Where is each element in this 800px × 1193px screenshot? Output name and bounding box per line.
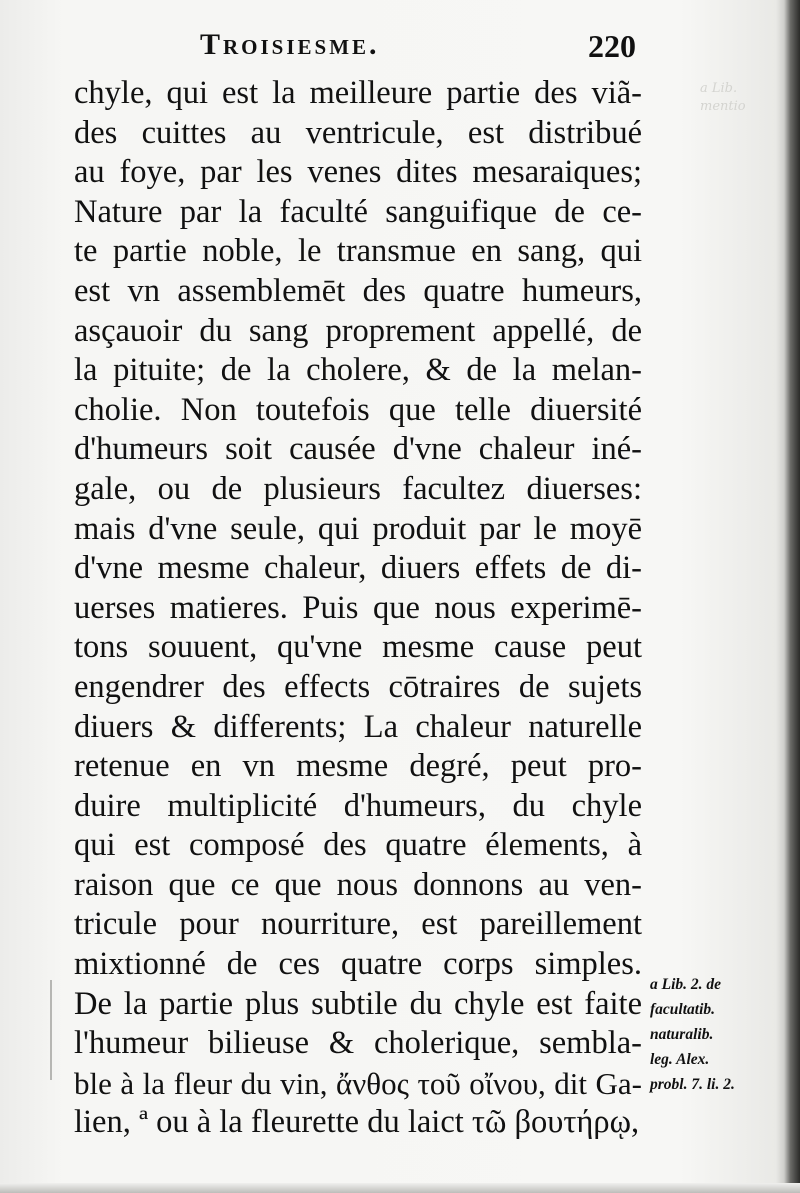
text-line: est vn assemblemēt des quatre humeurs, [74, 272, 642, 309]
text-line: lien, ª ou à la fleurette du laict τῶ βουτήρῳ, [74, 1104, 640, 1141]
text-line: mixtionné de ces quatre corps simples. [74, 946, 642, 983]
text-line: au foye, par les venes dites mesaraiques; [74, 154, 642, 191]
text-line: asçauoir du sang proprement appellé, de [74, 312, 642, 349]
text-line: tons souuent, qu'vne mesme cause peut [74, 629, 642, 666]
marginal-note [650, 972, 760, 1097]
text-line: Nature par la faculté sanguifique de ce- [74, 193, 642, 230]
marginal-note-line: a Lib. 2. de [650, 976, 722, 993]
running-title: Troisiesme. [200, 28, 380, 61]
text-line: De la partie plus subtile du chyle est faite [74, 985, 642, 1022]
body-text [74, 74, 642, 1143]
page-edge-shadow [784, 0, 800, 1193]
text-line: diuers & differents; La chaleur naturelle [74, 708, 642, 745]
text-line: uerses matieres. Puis que nous experimē- [74, 589, 642, 626]
text-line: l'humeur bilieuse & cholerique, sembla- [74, 1025, 642, 1062]
show-through-text: a Lib. mentio [700, 81, 746, 114]
text-line: duire multiplicité d'humeurs, du chyle [74, 787, 642, 824]
page-header [200, 28, 636, 72]
marginal-note-line: leg. Alex. [650, 1051, 710, 1068]
text-line: la pituite; de la cholere, & de la melan- [74, 352, 642, 389]
marginal-note-line: naturalib. [650, 1026, 714, 1043]
text-line: engendrer des effects cōtraires de sujets [74, 668, 642, 705]
marginal-note-line: facultatib. [650, 1001, 716, 1018]
text-line: cholie. Non toutefois que telle diuersité [74, 391, 642, 428]
text-line: qui est composé des quatre élements, à [74, 827, 642, 864]
page-bottom-edge [0, 1183, 800, 1193]
text-line: des cuittes au ventricule, est distribué [74, 114, 642, 151]
text-line: d'humeurs soit causée d'vne chaleur iné- [74, 431, 642, 468]
text-line: chyle, qui est la meilleure partie des viã- [74, 75, 642, 111]
text-line: mais d'vne seule, qui produit par le moyē [74, 510, 642, 547]
text-line: raison que ce que nous donnons au ven- [74, 866, 642, 903]
text-line: tricule pour nourriture, est pareillement [74, 906, 642, 943]
text-line: gale, ou de plusieurs facultez diuerses: [74, 470, 642, 507]
margin-mark [50, 980, 52, 1080]
text-line: ble à la fleur du vin, ἄνθος τοῦ οἴνου, dit Ga- [74, 1065, 642, 1101]
text-line: retenue en vn mesme degré, peut pro- [74, 748, 642, 785]
text-line: te partie noble, le transmue en sang, qui [74, 233, 642, 270]
marginal-note-line: probl. 7. li. 2. [650, 1076, 735, 1093]
page-number: 220 [588, 28, 636, 64]
text-line: d'vne mesme chaleur, diuers effets de di- [74, 550, 642, 587]
